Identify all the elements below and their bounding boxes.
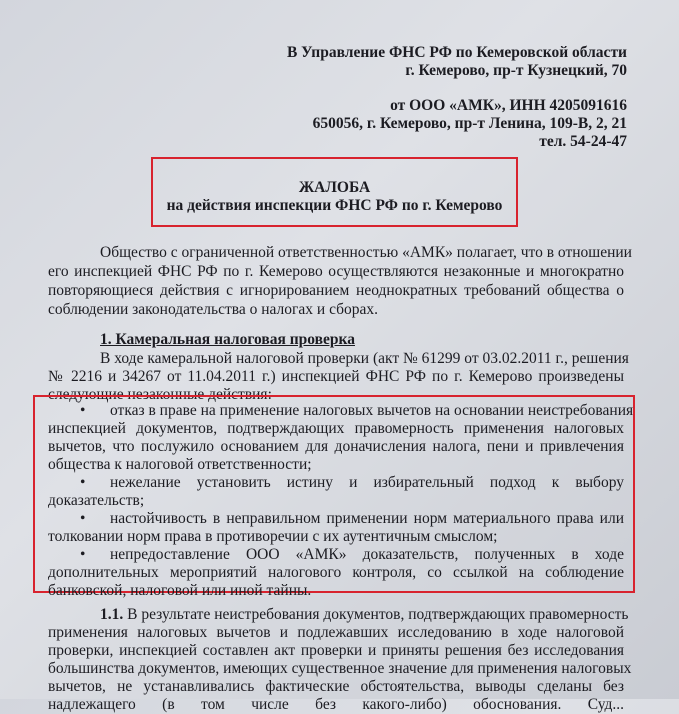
sender-line-3: тел. 54-24-47	[539, 133, 627, 150]
subsection-number: 1.1.	[100, 606, 124, 623]
violation-1-line-1: • отказ в праве на применение налоговых вычетов на основании неистребования	[80, 402, 634, 419]
intro-line-2: его инспекцией ФНС РФ по г. Кемерово осуществляются незаконные и многократно	[48, 263, 624, 280]
violation-1-line-4: общества к налоговой ответственности;	[48, 456, 312, 473]
section-1-heading: 1. Камеральная налоговая проверка	[100, 331, 355, 348]
violation-2-line-1: • нежелание установить истину и избирательный подход к выбору	[80, 474, 624, 491]
subsection-1-1-line-4: большинства документов, имеющих существенное значение для применения налоговых	[48, 660, 632, 677]
intro-line-4: соблюдении законодательства о налогах и сборах.	[48, 301, 379, 318]
document-title: ЖАЛОБА	[298, 179, 371, 196]
violation-2-line-2: доказательств;	[48, 492, 145, 509]
addressee-line-1: В Управление ФНС РФ по Кемеровской области	[286, 44, 627, 61]
violation-1-line-3: вычетов, что послужило основанием для доначисления налога, пени и привлечения	[48, 438, 624, 455]
violation-3-line-1: • настойчивость в неправильном применении норм материального права или	[80, 510, 624, 527]
bullet-icon: •	[80, 546, 86, 563]
subsection-1-1-line-1: 1.1. В результате неистребования документов, подтверждающих правомерность	[100, 606, 629, 623]
violation-3-line-2: толковании норм права в противоречии с их аутентичным смыслом;	[48, 528, 498, 545]
bullet-icon: •	[80, 474, 86, 491]
addressee-line-2: г. Кемерово, пр-т Кузнецкий, 70	[405, 62, 627, 79]
violation-4-line-2: дополнительных мероприятий налогового контроля, со ссылкой на соблюдение	[48, 564, 624, 581]
section-1-line-3: следующие незаконные действия:	[48, 386, 272, 403]
violation-4-line-3: банковской, налоговой или иной тайны.	[48, 582, 312, 599]
intro-line-1: Общество с ограниченной ответственностью «АМК» полагает, что в отношении	[100, 244, 632, 261]
subsection-1-1-line-5: вычетов, не устанавливались фактические обстоятельства, выводы сделаны без	[48, 678, 624, 695]
violation-1-line-2: инспекцией документов, подтверждающих правомерность применения налоговых	[48, 420, 624, 437]
section-1-line-1: В ходе камеральной налоговой проверки (акт № 61299 от 03.02.2011 г., решения	[100, 350, 629, 367]
bullet-icon: •	[80, 402, 86, 419]
document-subtitle: на действия инспекции ФНС РФ по г. Кемерово	[166, 197, 503, 214]
sender-line-2: 650056, г. Кемерово, пр-т Ленина, 109-В, 2, 21	[312, 115, 627, 132]
sender-line-1: от ООО «АМК», ИНН 4205091616	[390, 97, 627, 114]
subsection-1-1-line-2: применения налоговых вычетов и подлежавших исследованию в ходе налоговой	[48, 624, 624, 641]
intro-line-3: повторяющиеся действия с игнорированием неоднократных требований общества о	[48, 282, 624, 299]
title-highlight-box	[151, 157, 518, 227]
section-1-line-2: № 2216 и 34267 от 11.04.2011 г.) инспекцией ФНС РФ по г. Кемерово произведены	[48, 368, 624, 385]
subsection-1-1-line-3: проверки, инспекцией составлен акт проверки и приняты решения без исследования	[48, 642, 624, 659]
subsection-1-1-line-6: надлежащего (в том числе без какого-либо) обоснования. Суд...	[48, 696, 624, 713]
bullet-icon: •	[80, 510, 86, 527]
violation-4-line-1: • непредоставление ООО «АМК» доказательств, полученных в ходе	[80, 546, 624, 563]
